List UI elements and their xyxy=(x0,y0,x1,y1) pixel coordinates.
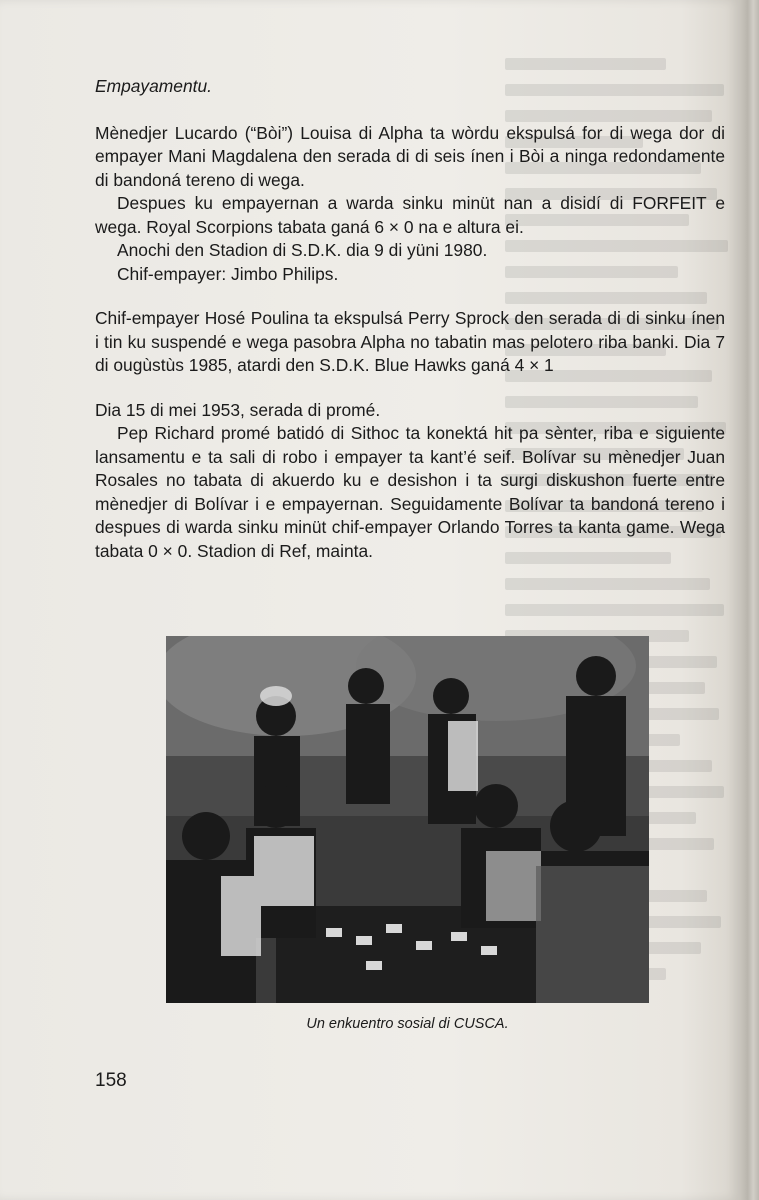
paragraph: Chif-empayer: Jimbo Philips. xyxy=(117,263,339,284)
paragraph: Despues ku empayernan a warda sinku minüt nan a disidí di FORFEIT e wega. Royal Scorpions tabata ganá 6 × 0 na e altura ei. xyxy=(95,193,725,237)
page-number: 158 xyxy=(95,1070,127,1091)
paragraph: Anochi den Stadion di S.D.K. dia 9 di yüni 1980. xyxy=(117,240,488,260)
paragraph: Dia 15 di mei 1953, serada di promé. xyxy=(95,399,381,420)
paragraph: Pep Richard promé batidó di Sithoc ta konektá hit pa sènter, riba e siguiente lansamentu e ta sali di robo i empayer ta kant’é seif. Bolívar su mènedjer Juan Rosales no tabata di akuerdo ku e desishon i ta surgi diskushon fuerte entre mènedjer di Bolívar i e empayernan. Seguidamente Bolívar ta bandoná tereno i despues di warda sinku minüt chif-empayer Orlando Torres ta kanta game. Wega tabata 0 × 0. Stadion di Ref, mainta. xyxy=(95,423,725,561)
paragraph: Chif-empayer Hosé Poulina ta ekspulsá Perry Sprock den serada di di sinku ínen i tin ku suspendé e wega pasobra Alpha no tabatin mas pelotero riba banki. Dia 7 di ougùstùs 1985, atardi den S.D.K. Blue Hawks ganá 4 × 1 xyxy=(95,308,725,375)
page-content xyxy=(95,75,725,563)
photo-illustration xyxy=(166,636,649,1003)
page-edge xyxy=(740,0,759,1200)
photo-caption: Un enkuentro sosial di CUSCA. xyxy=(306,1016,509,1032)
photo-domino-game xyxy=(166,636,649,1003)
paragraph: Mènedjer Lucardo (“Bòi”) Louisa di Alpha ta wòrdu ekspulsá for di wega dor di empayer Mani Magdalena den serada di di seis ínen i Bòi a ninga redondamente di bandoná tereno di wega. xyxy=(95,122,725,190)
section-heading: Empayamentu. xyxy=(95,76,212,96)
